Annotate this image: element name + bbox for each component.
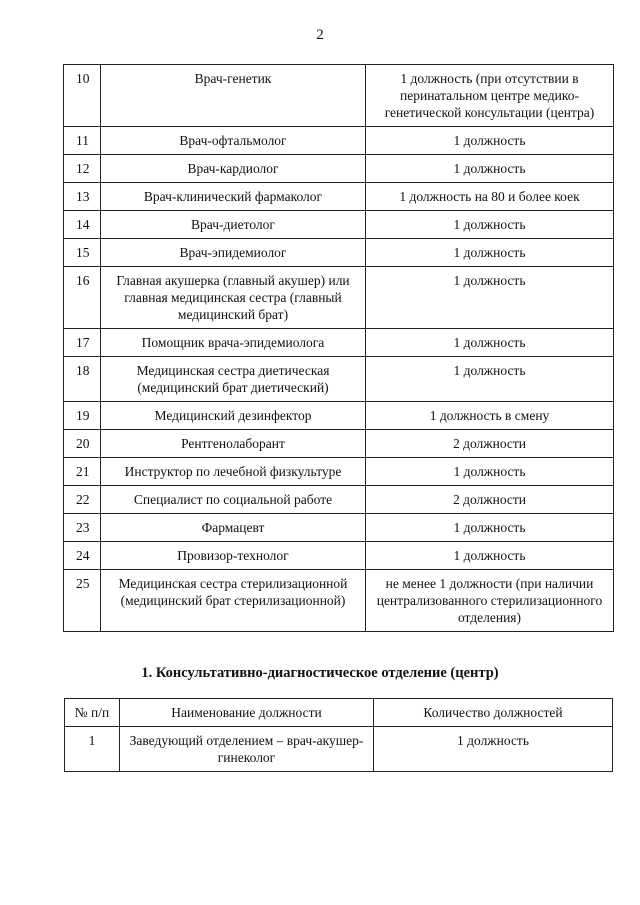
- position-name: Врач-эпидемиолог: [101, 239, 366, 267]
- table-row: [64, 65, 614, 127]
- row-number: 13: [64, 183, 101, 211]
- row-number: 20: [64, 430, 101, 458]
- row-number: 11: [64, 127, 101, 155]
- position-quantity: 1 должность: [366, 329, 614, 357]
- header-number: № п/п: [65, 699, 120, 727]
- position-name: Рентгенолаборант: [101, 430, 366, 458]
- position-quantity: 1 должность: [366, 267, 614, 329]
- position-quantity: 1 должность: [366, 514, 614, 542]
- staffing-table-main: [63, 64, 614, 632]
- table-row: [64, 127, 614, 155]
- table-row: [65, 727, 613, 772]
- position-quantity: 1 должность: [366, 458, 614, 486]
- table-row: [64, 155, 614, 183]
- position-name: Врач-диетолог: [101, 211, 366, 239]
- position-quantity: 1 должность: [366, 127, 614, 155]
- page-number: 2: [316, 27, 324, 43]
- position-name: Помощник врача-эпидемиолога: [101, 329, 366, 357]
- row-number: 16: [64, 267, 101, 329]
- position-quantity: 1 должность: [366, 155, 614, 183]
- position-name: Медицинский дезинфектор: [101, 402, 366, 430]
- position-name: Врач-генетик: [101, 65, 366, 127]
- table-row: [64, 514, 614, 542]
- table-row: [64, 458, 614, 486]
- position-quantity: не менее 1 должности (при наличии централизованного стерилизационного отделения): [366, 570, 614, 632]
- position-name: Фармацевт: [101, 514, 366, 542]
- row-number: 12: [64, 155, 101, 183]
- table-row: [64, 329, 614, 357]
- position-quantity: 1 должность: [374, 727, 613, 772]
- table-row: [64, 267, 614, 329]
- position-quantity: 1 должность (при отсутствии в перинатальном центре медико-генетической консультации (центра): [366, 65, 614, 127]
- position-quantity: 1 должность: [366, 542, 614, 570]
- position-quantity: 1 должность: [366, 239, 614, 267]
- row-number: 24: [64, 542, 101, 570]
- row-number: 10: [64, 65, 101, 127]
- staffing-table-consultative: [64, 698, 613, 772]
- header-position: Наименование должности: [120, 699, 374, 727]
- row-number: 21: [64, 458, 101, 486]
- position-quantity: 1 должность: [366, 357, 614, 402]
- row-number: 19: [64, 402, 101, 430]
- table-row: [64, 542, 614, 570]
- row-number: 15: [64, 239, 101, 267]
- position-name: Главная акушерка (главный акушер) или главная медицинская сестра (главный медицинский брат): [101, 267, 366, 329]
- position-name: Врач-кардиолог: [101, 155, 366, 183]
- row-number: 23: [64, 514, 101, 542]
- row-number: 17: [64, 329, 101, 357]
- table-row: [64, 486, 614, 514]
- row-number: 18: [64, 357, 101, 402]
- table-row: [64, 239, 614, 267]
- row-number: 25: [64, 570, 101, 632]
- section-heading: 1. Консультативно-диагностическое отделение (центр): [141, 665, 499, 681]
- table-row: [64, 402, 614, 430]
- position-quantity: 2 должности: [366, 430, 614, 458]
- table-row: [64, 183, 614, 211]
- position-quantity: 1 должность в смену: [366, 402, 614, 430]
- position-name: Провизор-технолог: [101, 542, 366, 570]
- table-row: [64, 211, 614, 239]
- row-number: 14: [64, 211, 101, 239]
- position-name: Специалист по социальной работе: [101, 486, 366, 514]
- position-quantity: 1 должность: [366, 211, 614, 239]
- row-number: 22: [64, 486, 101, 514]
- position-name: Врач-клинический фармаколог: [101, 183, 366, 211]
- table-row: [64, 570, 614, 632]
- position-name: Медицинская сестра стерилизационной (медицинский брат стерилизационной): [101, 570, 366, 632]
- position-name: Инструктор по лечебной физкультуре: [101, 458, 366, 486]
- table-row: [64, 430, 614, 458]
- position-quantity: 1 должность на 80 и более коек: [366, 183, 614, 211]
- position-quantity: 2 должности: [366, 486, 614, 514]
- table-header-row: [65, 699, 613, 727]
- row-number: 1: [65, 727, 120, 772]
- position-name: Медицинская сестра диетическая (медицинский брат диетический): [101, 357, 366, 402]
- table-row: [64, 357, 614, 402]
- position-name: Врач-офтальмолог: [101, 127, 366, 155]
- header-quantity: Количество должностей: [374, 699, 613, 727]
- position-name: Заведующий отделением – врач-акушер-гинеколог: [120, 727, 374, 772]
